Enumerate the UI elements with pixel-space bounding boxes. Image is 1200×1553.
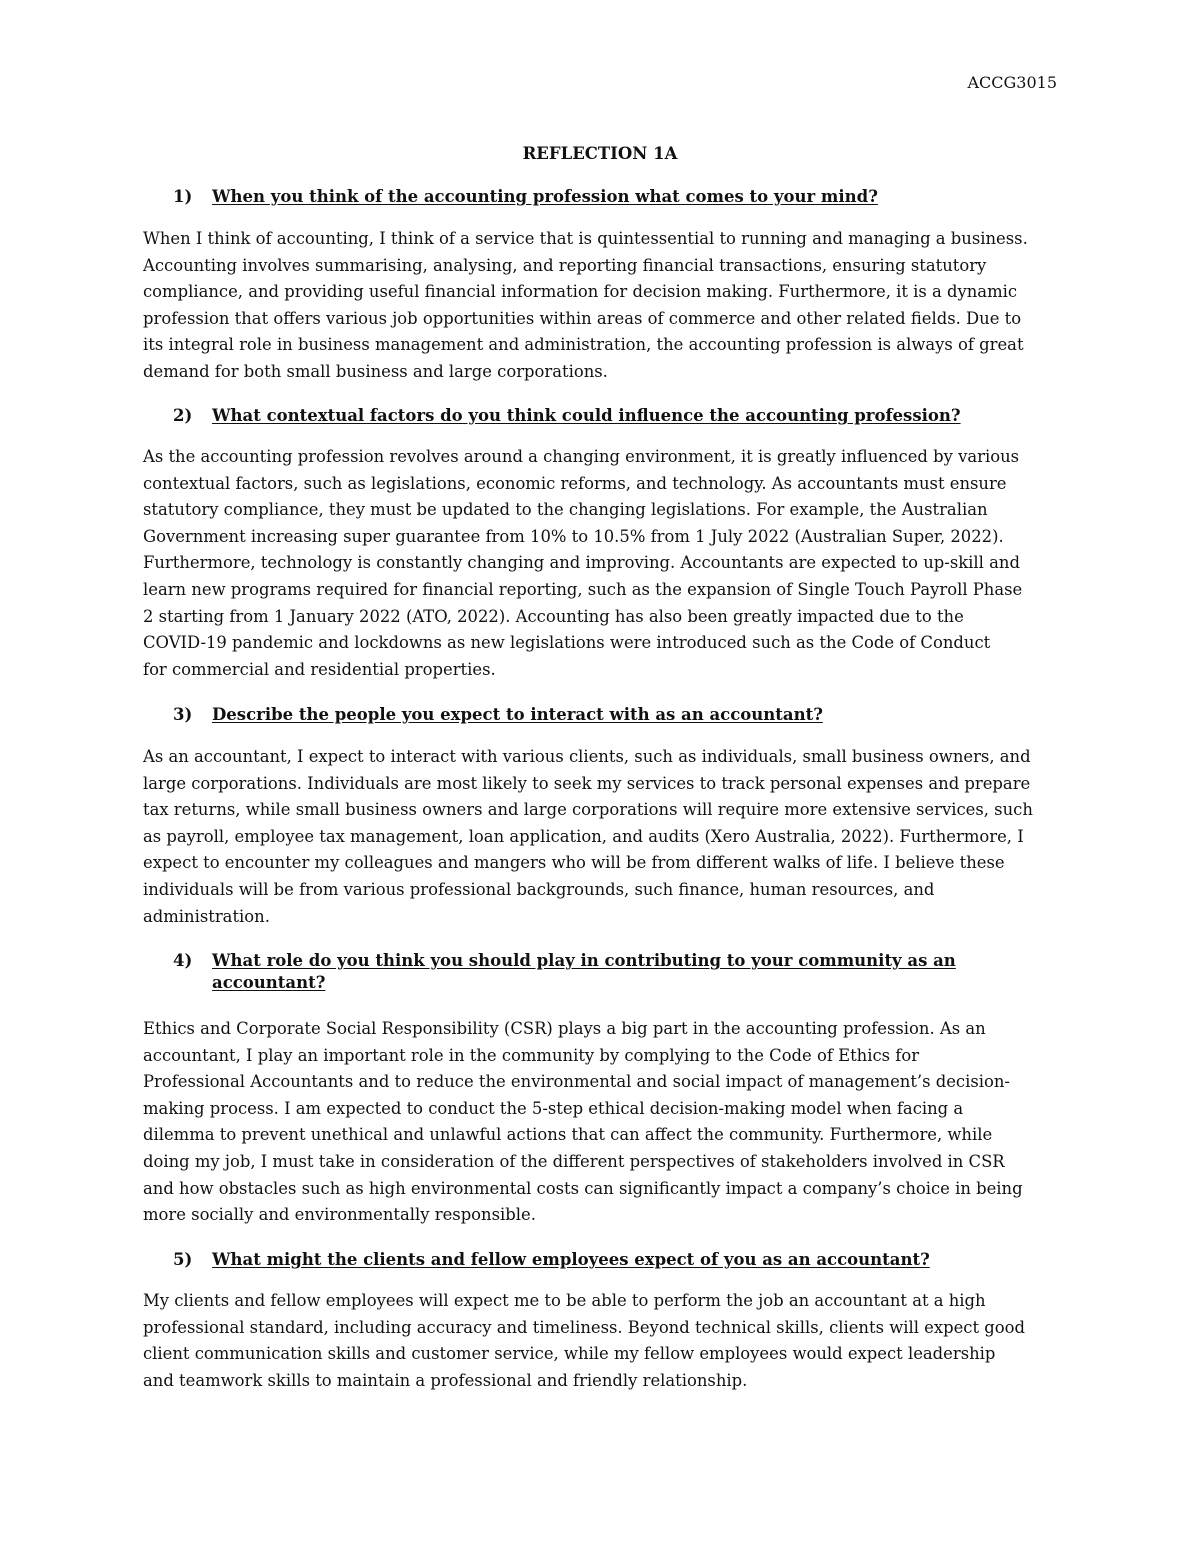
- answer-line: for commercial and residential properties.: [143, 659, 496, 679]
- answer-line: client communication skills and customer service, while my fellow employees would expect leadership: [143, 1344, 996, 1364]
- answer-line: profession that offers various job opportunities within areas of commerce and other related fields. Due to: [143, 308, 1022, 328]
- question-text: What might the clients and fellow employees expect of you as an accountant?: [212, 1250, 930, 1269]
- answer-line: My clients and fellow employees will expect me to be able to perform the job an accountant at a high: [143, 1291, 986, 1310]
- answer-line: and how obstacles such as high environmental costs can significantly impact a company’s choice in being: [143, 1178, 1023, 1198]
- answer-line: COVID-19 pandemic and lockdowns as new legislations were introduced such as the Code of Conduct: [143, 633, 991, 653]
- answer-line: individuals will be from various professional backgrounds, such finance, human resources, and: [143, 879, 935, 899]
- answer-line: accountant, I play an important role in the community by complying to the Code of Ethics for: [143, 1045, 920, 1065]
- answer-3: [143, 744, 1057, 930]
- question-text-line: What role do you think you should play in contributing to your community as an: [212, 951, 956, 970]
- question-1: [173, 186, 1053, 208]
- answer-5: [143, 1288, 1057, 1394]
- answer-line: its integral role in business management and administration, the accounting profession is always of great: [143, 335, 1024, 355]
- answer-line: administration.: [143, 906, 270, 926]
- answer-line: demand for both small business and large corporations.: [143, 361, 608, 381]
- question-3: [173, 704, 1053, 726]
- answer-line: Ethics and Corporate Social Responsibility (CSR) plays a big part in the accounting profession. As an: [143, 1019, 986, 1038]
- answer-line: Furthermore, technology is constantly changing and improving. Accountants are expected to up-skill and: [143, 553, 1020, 573]
- answer-line: 2 starting from 1 January 2022 (ATO, 2022). Accounting has also been greatly impacted due to the: [143, 606, 964, 626]
- answer-line: As the accounting profession revolves around a changing environment, it is greatly influenced by various: [143, 447, 1020, 466]
- answer-line: large corporations. Individuals are most likely to seek my services to track personal expenses and prepare: [143, 773, 1031, 793]
- answer-1: [143, 226, 1057, 386]
- document-title: REFLECTION 1A: [522, 144, 678, 163]
- question-text: What contextual factors do you think could influence the accounting profession?: [212, 406, 961, 425]
- answer-line: dilemma to prevent unethical and unlawful actions that can affect the community. Furthermore, while: [143, 1125, 993, 1145]
- answer-line: and teamwork skills to maintain a professional and friendly relationship.: [143, 1370, 748, 1390]
- course-code: ACCG3015: [967, 73, 1057, 92]
- answer-line: expect to encounter my colleagues and mangers who will be from different walks of life. I believe these: [143, 853, 1005, 873]
- question-2: [173, 405, 1053, 427]
- answer-line: more socially and environmentally responsible.: [143, 1205, 536, 1225]
- question-number: 4): [173, 951, 193, 970]
- answer-line: learn new programs required for financial reporting, such as the expansion of Single Touch Payroll Phase: [143, 579, 1023, 599]
- question-5: [173, 1249, 1053, 1271]
- answer-line: contextual factors, such as legislations, economic reforms, and technology. As accountants must ensure: [143, 473, 1007, 493]
- question-text-line: accountant?: [212, 973, 326, 992]
- answer-line: Professional Accountants and to reduce the environmental and social impact of management’s decision-: [143, 1072, 1010, 1092]
- answer-line: doing my job, I must take in consideration of the different perspectives of stakeholders involved in CSR: [143, 1151, 1005, 1171]
- answer-line: compliance, and providing useful financial information for decision making. Furthermore, it is a dynamic: [143, 282, 1018, 302]
- answer-line: When I think of accounting, I think of a service that is quintessential to running and managing a business.: [143, 229, 1028, 248]
- answer-line: making process. I am expected to conduct the 5-step ethical decision-making model when facing a: [143, 1098, 964, 1118]
- answer-line: statutory compliance, they must be updated to the changing legislations. For example, the Australian: [143, 500, 988, 520]
- answer-line: as payroll, employee tax management, loan application, and audits (Xero Australia, 2022). Furthermore, I: [143, 826, 1024, 846]
- answer-line: Government increasing super guarantee from 10% to 10.5% from 1 July 2022 (Australian Super, 2022).: [143, 526, 1004, 546]
- question-4: [173, 950, 1053, 994]
- answer-4: [143, 1016, 1057, 1229]
- answer-line: professional standard, including accuracy and timeliness. Beyond technical skills, clients will expect good: [143, 1317, 1025, 1337]
- question-number: 3): [173, 705, 193, 724]
- answer-2: [143, 444, 1057, 683]
- answer-line: Accounting involves summarising, analysing, and reporting financial transactions, ensuring statutory: [143, 255, 987, 275]
- question-number: 2): [173, 406, 193, 425]
- answer-line: As an accountant, I expect to interact with various clients, such as individuals, small business owners, and: [143, 747, 1031, 766]
- question-text: Describe the people you expect to interact with as an accountant?: [212, 705, 823, 724]
- question-number: 1): [173, 187, 193, 206]
- answer-line: tax returns, while small business owners and large corporations will require more extensive services, such: [143, 800, 1033, 820]
- question-number: 5): [173, 1250, 193, 1269]
- question-text: When you think of the accounting profession what comes to your mind?: [212, 187, 878, 206]
